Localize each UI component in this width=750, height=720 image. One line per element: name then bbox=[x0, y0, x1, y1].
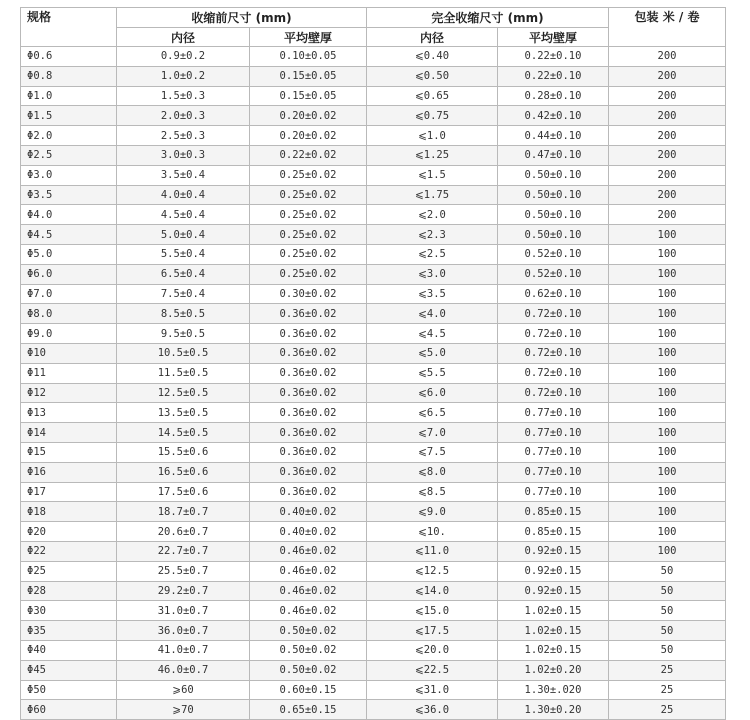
cell-before-inner-diameter: 2.0±0.3 bbox=[117, 106, 250, 126]
cell-before-inner-diameter: 0.9±0.2 bbox=[117, 47, 250, 67]
cell-before-avg-wall: 0.10±0.05 bbox=[250, 47, 367, 67]
cell-after-avg-wall: 0.52±0.10 bbox=[498, 244, 609, 264]
cell-before-inner-diameter: 1.0±0.2 bbox=[117, 66, 250, 86]
cell-after-avg-wall: 1.02±0.20 bbox=[498, 660, 609, 680]
table-row bbox=[21, 284, 726, 304]
cell-spec: Φ18 bbox=[21, 502, 117, 522]
cell-after-avg-wall: 0.72±0.10 bbox=[498, 363, 609, 383]
cell-after-avg-wall: 0.72±0.10 bbox=[498, 324, 609, 344]
cell-after-avg-wall: 0.62±0.10 bbox=[498, 284, 609, 304]
cell-package: 200 bbox=[609, 106, 726, 126]
table-row bbox=[21, 185, 726, 205]
cell-after-avg-wall: 0.77±0.10 bbox=[498, 423, 609, 443]
cell-before-inner-diameter: 4.0±0.4 bbox=[117, 185, 250, 205]
cell-before-avg-wall: 0.36±0.02 bbox=[250, 343, 367, 363]
cell-before-avg-wall: 0.36±0.02 bbox=[250, 403, 367, 423]
cell-before-inner-diameter: 15.5±0.6 bbox=[117, 442, 250, 462]
table-row bbox=[21, 640, 726, 660]
cell-after-inner-diameter: ⩽36.0 bbox=[367, 700, 498, 720]
cell-before-avg-wall: 0.65±0.15 bbox=[250, 700, 367, 720]
cell-spec: Φ20 bbox=[21, 522, 117, 542]
cell-before-inner-diameter: 22.7±0.7 bbox=[117, 541, 250, 561]
cell-spec: Φ22 bbox=[21, 541, 117, 561]
cell-package: 100 bbox=[609, 502, 726, 522]
cell-after-inner-diameter: ⩽9.0 bbox=[367, 502, 498, 522]
table-row bbox=[21, 601, 726, 621]
cell-after-inner-diameter: ⩽6.5 bbox=[367, 403, 498, 423]
cell-before-inner-diameter: 11.5±0.5 bbox=[117, 363, 250, 383]
cell-before-inner-diameter: 36.0±0.7 bbox=[117, 621, 250, 641]
cell-before-avg-wall: 0.30±0.02 bbox=[250, 284, 367, 304]
cell-spec: Φ25 bbox=[21, 561, 117, 581]
cell-package: 200 bbox=[609, 66, 726, 86]
cell-package: 200 bbox=[609, 126, 726, 146]
cell-spec: Φ0.6 bbox=[21, 47, 117, 67]
cell-package: 25 bbox=[609, 680, 726, 700]
cell-after-avg-wall: 0.47±0.10 bbox=[498, 145, 609, 165]
cell-after-inner-diameter: ⩽2.5 bbox=[367, 244, 498, 264]
table-row bbox=[21, 106, 726, 126]
cell-spec: Φ11 bbox=[21, 363, 117, 383]
cell-after-inner-diameter: ⩽5.0 bbox=[367, 343, 498, 363]
cell-before-avg-wall: 0.36±0.02 bbox=[250, 383, 367, 403]
cell-before-inner-diameter: 9.5±0.5 bbox=[117, 324, 250, 344]
cell-after-inner-diameter: ⩽4.5 bbox=[367, 324, 498, 344]
cell-spec: Φ4.5 bbox=[21, 225, 117, 245]
table-row bbox=[21, 581, 726, 601]
cell-after-avg-wall: 0.22±0.10 bbox=[498, 47, 609, 67]
table-row bbox=[21, 363, 726, 383]
cell-after-inner-diameter: ⩽22.5 bbox=[367, 660, 498, 680]
cell-after-inner-diameter: ⩽14.0 bbox=[367, 581, 498, 601]
cell-package: 100 bbox=[609, 264, 726, 284]
table-row bbox=[21, 541, 726, 561]
table-row bbox=[21, 482, 726, 502]
header-after-inner-diameter: 内径 bbox=[367, 28, 498, 47]
cell-before-inner-diameter: 17.5±0.6 bbox=[117, 482, 250, 502]
cell-before-avg-wall: 0.36±0.02 bbox=[250, 462, 367, 482]
cell-after-inner-diameter: ⩽10. bbox=[367, 522, 498, 542]
table-row bbox=[21, 700, 726, 720]
cell-package: 100 bbox=[609, 442, 726, 462]
table-body bbox=[21, 47, 726, 720]
cell-before-avg-wall: 0.46±0.02 bbox=[250, 561, 367, 581]
cell-before-inner-diameter: 20.6±0.7 bbox=[117, 522, 250, 542]
cell-before-avg-wall: 0.60±0.15 bbox=[250, 680, 367, 700]
cell-after-avg-wall: 0.92±0.15 bbox=[498, 541, 609, 561]
cell-package: 200 bbox=[609, 185, 726, 205]
table-row bbox=[21, 343, 726, 363]
cell-after-avg-wall: 0.72±0.10 bbox=[498, 383, 609, 403]
cell-before-inner-diameter: ⩾70 bbox=[117, 700, 250, 720]
cell-spec: Φ3.0 bbox=[21, 165, 117, 185]
cell-after-inner-diameter: ⩽7.0 bbox=[367, 423, 498, 443]
cell-before-avg-wall: 0.46±0.02 bbox=[250, 581, 367, 601]
cell-before-avg-wall: 0.25±0.02 bbox=[250, 205, 367, 225]
cell-before-avg-wall: 0.25±0.02 bbox=[250, 244, 367, 264]
cell-before-inner-diameter: 1.5±0.3 bbox=[117, 86, 250, 106]
cell-package: 100 bbox=[609, 304, 726, 324]
cell-spec: Φ14 bbox=[21, 423, 117, 443]
cell-package: 200 bbox=[609, 145, 726, 165]
cell-after-inner-diameter: ⩽31.0 bbox=[367, 680, 498, 700]
cell-after-avg-wall: 0.50±0.10 bbox=[498, 205, 609, 225]
cell-after-inner-diameter: ⩽3.5 bbox=[367, 284, 498, 304]
cell-after-avg-wall: 0.72±0.10 bbox=[498, 304, 609, 324]
cell-after-avg-wall: 1.30±0.20 bbox=[498, 700, 609, 720]
cell-before-avg-wall: 0.20±0.02 bbox=[250, 106, 367, 126]
cell-package: 50 bbox=[609, 621, 726, 641]
header-package: 包装 米 / 卷 bbox=[609, 8, 726, 47]
cell-package: 200 bbox=[609, 205, 726, 225]
cell-spec: Φ45 bbox=[21, 660, 117, 680]
cell-after-inner-diameter: ⩽11.0 bbox=[367, 541, 498, 561]
cell-before-avg-wall: 0.15±0.05 bbox=[250, 86, 367, 106]
cell-after-avg-wall: 0.50±0.10 bbox=[498, 185, 609, 205]
cell-after-inner-diameter: ⩽12.5 bbox=[367, 561, 498, 581]
cell-before-inner-diameter: 12.5±0.5 bbox=[117, 383, 250, 403]
cell-after-inner-diameter: ⩽2.0 bbox=[367, 205, 498, 225]
cell-package: 100 bbox=[609, 363, 726, 383]
cell-spec: Φ10 bbox=[21, 343, 117, 363]
cell-spec: Φ7.0 bbox=[21, 284, 117, 304]
cell-before-inner-diameter: 4.5±0.4 bbox=[117, 205, 250, 225]
cell-package: 50 bbox=[609, 581, 726, 601]
cell-after-avg-wall: 0.92±0.15 bbox=[498, 561, 609, 581]
cell-before-avg-wall: 0.25±0.02 bbox=[250, 225, 367, 245]
cell-after-avg-wall: 0.52±0.10 bbox=[498, 264, 609, 284]
cell-spec: Φ13 bbox=[21, 403, 117, 423]
cell-spec: Φ12 bbox=[21, 383, 117, 403]
cell-before-inner-diameter: 6.5±0.4 bbox=[117, 264, 250, 284]
cell-spec: Φ50 bbox=[21, 680, 117, 700]
table-row bbox=[21, 66, 726, 86]
table-row bbox=[21, 205, 726, 225]
cell-before-avg-wall: 0.36±0.02 bbox=[250, 324, 367, 344]
cell-after-inner-diameter: ⩽4.0 bbox=[367, 304, 498, 324]
cell-before-avg-wall: 0.36±0.02 bbox=[250, 482, 367, 502]
cell-spec: Φ17 bbox=[21, 482, 117, 502]
cell-before-inner-diameter: 13.5±0.5 bbox=[117, 403, 250, 423]
cell-spec: Φ40 bbox=[21, 640, 117, 660]
cell-after-avg-wall: 0.77±0.10 bbox=[498, 482, 609, 502]
table-row bbox=[21, 462, 726, 482]
cell-spec: Φ35 bbox=[21, 621, 117, 641]
cell-before-inner-diameter: 25.5±0.7 bbox=[117, 561, 250, 581]
cell-spec: Φ30 bbox=[21, 601, 117, 621]
cell-spec: Φ0.8 bbox=[21, 66, 117, 86]
cell-spec: Φ2.5 bbox=[21, 145, 117, 165]
cell-before-inner-diameter: ⩾60 bbox=[117, 680, 250, 700]
table-row bbox=[21, 126, 726, 146]
cell-package: 100 bbox=[609, 541, 726, 561]
cell-after-inner-diameter: ⩽8.0 bbox=[367, 462, 498, 482]
cell-after-avg-wall: 1.02±0.15 bbox=[498, 640, 609, 660]
header-before-shrink: 收缩前尺寸 (mm) bbox=[117, 8, 367, 28]
cell-after-avg-wall: 1.30±.020 bbox=[498, 680, 609, 700]
cell-after-inner-diameter: ⩽0.50 bbox=[367, 66, 498, 86]
cell-before-inner-diameter: 5.0±0.4 bbox=[117, 225, 250, 245]
cell-after-avg-wall: 0.85±0.15 bbox=[498, 502, 609, 522]
cell-after-avg-wall: 0.28±0.10 bbox=[498, 86, 609, 106]
cell-before-avg-wall: 0.15±0.05 bbox=[250, 66, 367, 86]
header-spec: 规格 bbox=[21, 8, 117, 47]
cell-package: 50 bbox=[609, 601, 726, 621]
cell-package: 200 bbox=[609, 86, 726, 106]
cell-before-avg-wall: 0.46±0.02 bbox=[250, 601, 367, 621]
table-row bbox=[21, 86, 726, 106]
cell-after-avg-wall: 0.77±0.10 bbox=[498, 462, 609, 482]
cell-after-avg-wall: 0.50±0.10 bbox=[498, 165, 609, 185]
cell-after-avg-wall: 1.02±0.15 bbox=[498, 601, 609, 621]
cell-after-inner-diameter: ⩽1.75 bbox=[367, 185, 498, 205]
cell-before-inner-diameter: 14.5±0.5 bbox=[117, 423, 250, 443]
cell-before-avg-wall: 0.50±0.02 bbox=[250, 621, 367, 641]
table-row bbox=[21, 304, 726, 324]
cell-after-avg-wall: 0.72±0.10 bbox=[498, 343, 609, 363]
cell-after-inner-diameter: ⩽1.5 bbox=[367, 165, 498, 185]
cell-after-inner-diameter: ⩽20.0 bbox=[367, 640, 498, 660]
table-row bbox=[21, 561, 726, 581]
cell-spec: Φ3.5 bbox=[21, 185, 117, 205]
cell-after-avg-wall: 0.22±0.10 bbox=[498, 66, 609, 86]
cell-before-inner-diameter: 10.5±0.5 bbox=[117, 343, 250, 363]
cell-after-inner-diameter: ⩽15.0 bbox=[367, 601, 498, 621]
cell-after-inner-diameter: ⩽5.5 bbox=[367, 363, 498, 383]
cell-package: 200 bbox=[609, 165, 726, 185]
cell-package: 100 bbox=[609, 343, 726, 363]
cell-spec: Φ2.0 bbox=[21, 126, 117, 146]
cell-after-avg-wall: 0.44±0.10 bbox=[498, 126, 609, 146]
cell-before-inner-diameter: 41.0±0.7 bbox=[117, 640, 250, 660]
cell-before-avg-wall: 0.25±0.02 bbox=[250, 264, 367, 284]
header-after-shrink: 完全收缩尺寸 (mm) bbox=[367, 8, 609, 28]
cell-after-inner-diameter: ⩽0.75 bbox=[367, 106, 498, 126]
cell-after-avg-wall: 0.77±0.10 bbox=[498, 403, 609, 423]
cell-package: 100 bbox=[609, 403, 726, 423]
table-row bbox=[21, 244, 726, 264]
cell-before-avg-wall: 0.22±0.02 bbox=[250, 145, 367, 165]
table-row bbox=[21, 383, 726, 403]
cell-before-inner-diameter: 8.5±0.5 bbox=[117, 304, 250, 324]
cell-spec: Φ15 bbox=[21, 442, 117, 462]
cell-after-inner-diameter: ⩽0.40 bbox=[367, 47, 498, 67]
cell-spec: Φ8.0 bbox=[21, 304, 117, 324]
cell-package: 100 bbox=[609, 383, 726, 403]
table-row bbox=[21, 47, 726, 67]
cell-package: 25 bbox=[609, 660, 726, 680]
cell-before-inner-diameter: 31.0±0.7 bbox=[117, 601, 250, 621]
cell-after-avg-wall: 0.77±0.10 bbox=[498, 442, 609, 462]
cell-after-inner-diameter: ⩽1.0 bbox=[367, 126, 498, 146]
cell-package: 100 bbox=[609, 423, 726, 443]
cell-after-avg-wall: 0.85±0.15 bbox=[498, 522, 609, 542]
table-row bbox=[21, 324, 726, 344]
cell-package: 100 bbox=[609, 462, 726, 482]
table-row bbox=[21, 680, 726, 700]
cell-before-inner-diameter: 3.0±0.3 bbox=[117, 145, 250, 165]
cell-package: 100 bbox=[609, 522, 726, 542]
cell-spec: Φ4.0 bbox=[21, 205, 117, 225]
cell-before-inner-diameter: 29.2±0.7 bbox=[117, 581, 250, 601]
cell-before-avg-wall: 0.50±0.02 bbox=[250, 660, 367, 680]
cell-package: 100 bbox=[609, 244, 726, 264]
cell-after-avg-wall: 0.42±0.10 bbox=[498, 106, 609, 126]
cell-after-avg-wall: 0.92±0.15 bbox=[498, 581, 609, 601]
cell-before-inner-diameter: 2.5±0.3 bbox=[117, 126, 250, 146]
cell-package: 200 bbox=[609, 47, 726, 67]
cell-package: 100 bbox=[609, 324, 726, 344]
cell-before-inner-diameter: 7.5±0.4 bbox=[117, 284, 250, 304]
cell-before-avg-wall: 0.40±0.02 bbox=[250, 522, 367, 542]
cell-after-inner-diameter: ⩽7.5 bbox=[367, 442, 498, 462]
cell-before-avg-wall: 0.20±0.02 bbox=[250, 126, 367, 146]
cell-before-inner-diameter: 46.0±0.7 bbox=[117, 660, 250, 680]
cell-spec: Φ5.0 bbox=[21, 244, 117, 264]
table-row bbox=[21, 225, 726, 245]
cell-spec: Φ28 bbox=[21, 581, 117, 601]
cell-before-inner-diameter: 16.5±0.6 bbox=[117, 462, 250, 482]
cell-after-inner-diameter: ⩽0.65 bbox=[367, 86, 498, 106]
table-row bbox=[21, 502, 726, 522]
cell-before-avg-wall: 0.25±0.02 bbox=[250, 185, 367, 205]
cell-before-avg-wall: 0.36±0.02 bbox=[250, 423, 367, 443]
cell-after-avg-wall: 0.50±0.10 bbox=[498, 225, 609, 245]
cell-before-avg-wall: 0.46±0.02 bbox=[250, 541, 367, 561]
cell-after-inner-diameter: ⩽6.0 bbox=[367, 383, 498, 403]
table-row bbox=[21, 165, 726, 185]
header-after-avg-wall: 平均壁厚 bbox=[498, 28, 609, 47]
table-row bbox=[21, 522, 726, 542]
cell-spec: Φ6.0 bbox=[21, 264, 117, 284]
table-row bbox=[21, 423, 726, 443]
header-before-avg-wall: 平均壁厚 bbox=[250, 28, 367, 47]
cell-package: 50 bbox=[609, 640, 726, 660]
cell-before-avg-wall: 0.50±0.02 bbox=[250, 640, 367, 660]
cell-spec: Φ9.0 bbox=[21, 324, 117, 344]
cell-package: 100 bbox=[609, 225, 726, 245]
cell-spec: Φ60 bbox=[21, 700, 117, 720]
table-row bbox=[21, 145, 726, 165]
cell-package: 50 bbox=[609, 561, 726, 581]
cell-before-inner-diameter: 5.5±0.4 bbox=[117, 244, 250, 264]
cell-before-inner-diameter: 18.7±0.7 bbox=[117, 502, 250, 522]
spec-table bbox=[20, 7, 726, 720]
table-row bbox=[21, 442, 726, 462]
cell-before-avg-wall: 0.40±0.02 bbox=[250, 502, 367, 522]
cell-after-inner-diameter: ⩽1.25 bbox=[367, 145, 498, 165]
table-row bbox=[21, 264, 726, 284]
cell-after-avg-wall: 1.02±0.15 bbox=[498, 621, 609, 641]
cell-after-inner-diameter: ⩽8.5 bbox=[367, 482, 498, 502]
cell-before-inner-diameter: 3.5±0.4 bbox=[117, 165, 250, 185]
table-row bbox=[21, 403, 726, 423]
table-row bbox=[21, 621, 726, 641]
cell-spec: Φ1.0 bbox=[21, 86, 117, 106]
cell-after-inner-diameter: ⩽2.3 bbox=[367, 225, 498, 245]
cell-spec: Φ16 bbox=[21, 462, 117, 482]
cell-before-avg-wall: 0.36±0.02 bbox=[250, 304, 367, 324]
cell-after-inner-diameter: ⩽3.0 bbox=[367, 264, 498, 284]
cell-package: 100 bbox=[609, 284, 726, 304]
cell-before-avg-wall: 0.36±0.02 bbox=[250, 363, 367, 383]
cell-spec: Φ1.5 bbox=[21, 106, 117, 126]
cell-before-avg-wall: 0.25±0.02 bbox=[250, 165, 367, 185]
cell-before-avg-wall: 0.36±0.02 bbox=[250, 442, 367, 462]
cell-package: 25 bbox=[609, 700, 726, 720]
cell-after-inner-diameter: ⩽17.5 bbox=[367, 621, 498, 641]
cell-package: 100 bbox=[609, 482, 726, 502]
table-row bbox=[21, 660, 726, 680]
header-before-inner-diameter: 内径 bbox=[117, 28, 250, 47]
